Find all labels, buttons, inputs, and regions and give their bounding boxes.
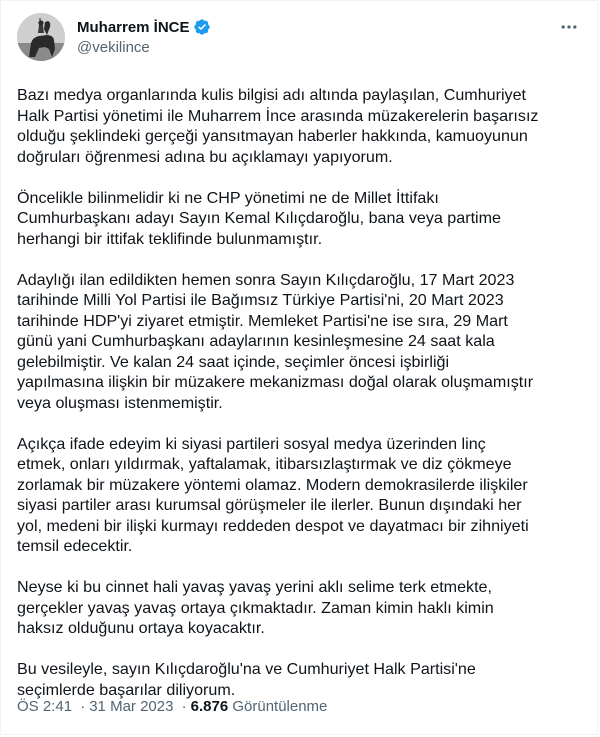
tweet-text	[17, 85, 583, 721]
handle[interactable]: @vekilince	[77, 39, 150, 56]
tweet-date[interactable]: 31 Mar 2023	[89, 698, 174, 715]
verified-badge-icon[interactable]	[193, 18, 211, 36]
author-names	[77, 17, 211, 56]
tweet-paragraph: Bazı medya organlarında kulis bilgisi adı altında paylaşılan, Cumhuriyet Halk Partisi yönetimi ile Muharrem İnce arasında müzakerelerin başarısız olduğu şeklindeki gerçeği yansıtmayan haberler hakkında, kamuoyunun doğruları öğrenmesi adına bu açıklamayı yapıyorum.	[17, 86, 539, 166]
avatar[interactable]	[17, 13, 65, 61]
tweet-paragraph: Öncelikle bilinmelidir ki ne CHP yönetimi ne de Millet İttifakı Cumhurbaşkanı adayı Sayın Kemal Kılıçdaroğlu, bana veya partime herhangi bir ittifak teklifinde bulunmamıştır.	[17, 188, 501, 248]
views-count[interactable]: 6.876	[190, 698, 229, 715]
avatar-photo-icon	[17, 13, 65, 61]
tweet-time[interactable]: ÖS 2:41	[17, 698, 73, 715]
tweet-paragraph: Neyse ki bu cinnet hali yavaş yavaş yerini aklı selime terk etmekte, gerçekler yavaş yavaş ortaya çıkmaktadır. Zaman kimin haklı kimin haksız olduğunu ortaya koyacaktır.	[17, 578, 494, 637]
tweet-paragraph: Adaylığı ilan edildikten hemen sonra Sayın Kılıçdaroğlu, 17 Mart 2023 tarihinde Milli Yol Partisi ile Bağımsız Türkiye Partisi'ni, 20 Mart 2023 tarihinde HDP'yi ziyaret etmiştir. Memleket Partisi'ne ise sıra, 29 Mart günü yani Cumhurbaşkanı adaylarının kesinleşmesine 24 saat kala gelebilmiştir. Ve kalan 24 saat içinde, seçimler öncesi işbirliği yapılmasına ilişkin bir müzakere mekanizması doğal olarak oluşmamıştır veya oluşması istenmemiştir.	[17, 270, 534, 412]
tweet-meta	[17, 698, 327, 715]
tweet-header	[17, 13, 581, 61]
display-name[interactable]: Muharrem İNCE	[77, 18, 190, 36]
meta-separator: ·	[181, 698, 187, 715]
meta-separator: ·	[80, 698, 86, 715]
tweet-paragraph: Bu vesileyle, sayın Kılıçdaroğlu'na ve Cumhuriyet Halk Partisi'ne seçimlerde başarılar diliyorum.	[17, 660, 476, 699]
more-options-icon[interactable]	[557, 15, 581, 39]
views-label: Görüntülenme	[232, 698, 328, 715]
tweet-paragraph: Açıkça ifade edeyim ki siyasi partileri sosyal medya üzerinden linç etmek, onları yıldırmak, yaftalamak, itibarsızlaştırmak ve diz çökmeye zorlamak bir müzakere yöntemi olamaz. Modern demokrasilerde ilişkiler siyasi partiler arası kurumsal görüşmeler ile ilerler. Bunun dışındaki her yol, medeni bir ilişki kurmayı reddeden despot ve dayatmacı bir zihniyeti temsil edecektir.	[17, 434, 529, 555]
